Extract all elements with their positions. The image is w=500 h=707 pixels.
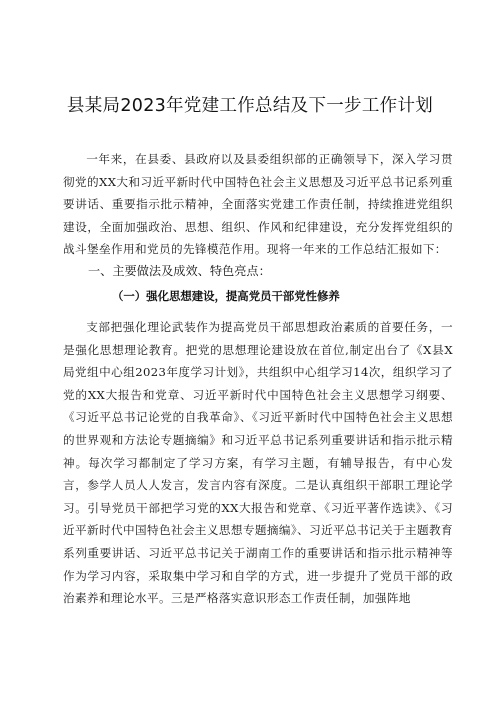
intro-paragraph: 一年来，在县委、县政府以及县委组织部的正确领导下，深入学习贯彻党的XX大和习近平新时代中国特色社会主义思想及习近平总书记系列重要讲话、重要指示批示精神，全面落实党建工作责任制，持续推进党组织建设，全面加强政治、思想、组织、作风和纪律建设，充分发挥党组织的战斗堡垒作用和党员的先锋模范作用。现将一年来的工作总结汇报如下： — [63, 152, 453, 257]
section-heading-main-practices: 一、主要做法及成效、特色亮点： — [88, 264, 271, 278]
subsection-body-paragraph: 支部把强化理论武装作为提高党员干部思想政治素质的首要任务，一是强化思想理论教育。把党的思想理论建设放在首位,制定出台了《X县X局党组中心组2023年度学习计划》，共组织中心组学习14次，组织学习了党的XX大报告和党章、习近平新时代中国特色社会主义思想学习纲要、《习近平总书记论党的自我革命》、《习近平新时代中国特色社会主义思想的世界观和方法论专题摘编》和习近平总书记系列重要讲话和指示批示精神。每次学习都制定了学习方案，有学习主题，有辅导报告，有中心发言，参学人员人人发言，发言内容有深度。二是认真组织干部职工理论学习。引导党员干部把学习党的XX大报告和党章、《习近平著作选读》、《习近平新时代中国特色社会主义思想专题摘编》、习近平总书记关于主题教育系列重要讲话、习近平总书记关于湖南工作的重要讲话和指示批示精神等作为学习内容，采取集中学习和自学的方式，进一步提升了党员干部的政治素养和理论水平。三是严格落实意识形态工作责任制，加强阵地 — [63, 320, 453, 606]
subsection-heading-ideological-building: （一）强化思想建设，提高党员干部党性修养 — [112, 289, 340, 303]
document-title: 县某局2023年党建工作总结及下一步工作计划 — [66, 96, 434, 116]
